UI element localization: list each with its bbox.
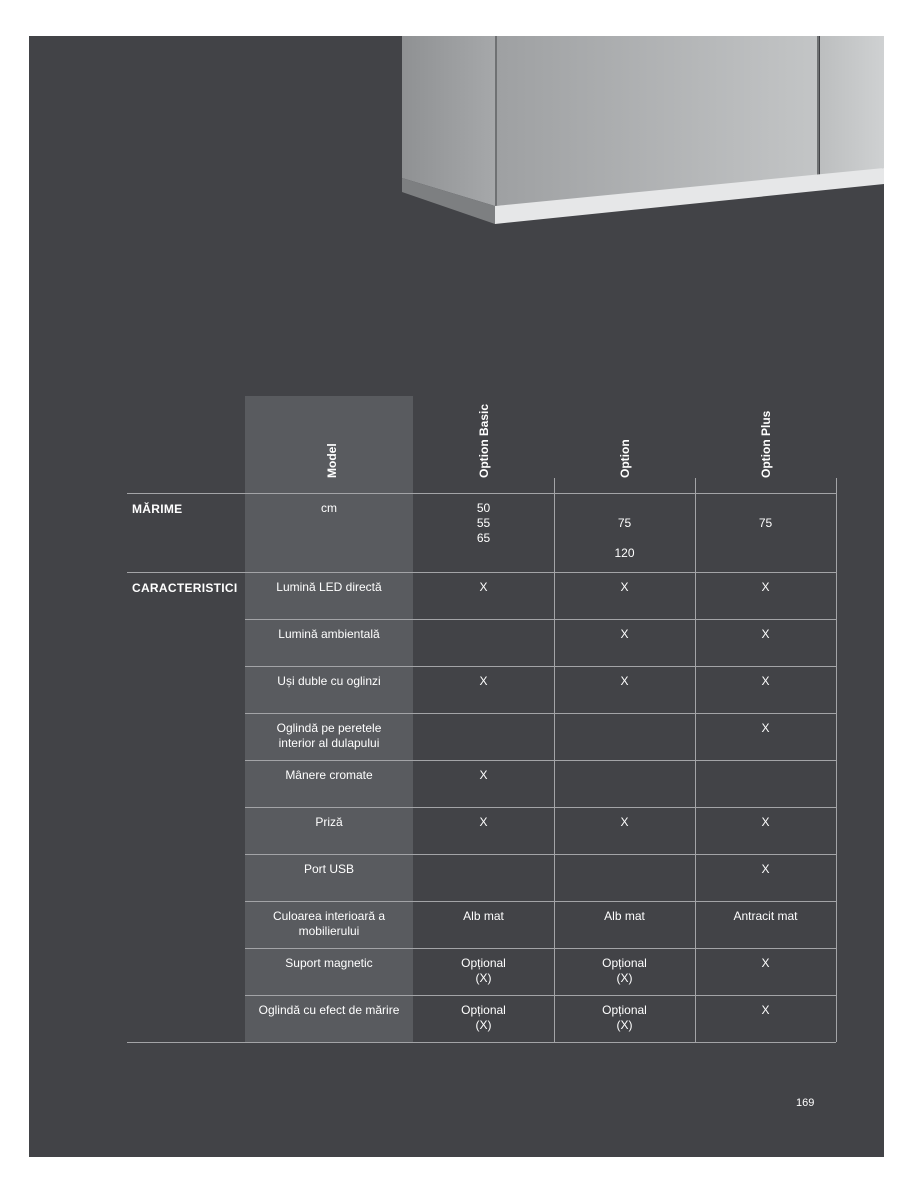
feature-value-plus: X [761, 580, 770, 594]
table-rule [245, 995, 836, 996]
feature-value-plus: X [761, 627, 770, 641]
size-option: 75 120 [614, 516, 635, 560]
table-rule [245, 619, 836, 620]
feature-name: Suport magnetic [285, 956, 373, 970]
size-option-basic: 50 55 65 [476, 501, 491, 545]
feature-value-plus: X [761, 862, 770, 876]
table-rule [245, 854, 836, 855]
feature-value-option: X [620, 627, 629, 641]
feature-value-option: X [620, 580, 629, 594]
feature-value-option: X [620, 674, 629, 688]
catalog-page [29, 36, 884, 1157]
feature-name: Mânere cromate [285, 768, 373, 782]
mirror-cabinet-photo [29, 36, 884, 256]
feature-value-option: Opțional (X) [602, 1003, 647, 1032]
header-option: Option [618, 439, 632, 478]
header-option-basic: Option Basic [477, 403, 491, 478]
feature-value-plus: X [761, 956, 770, 970]
feature-value-plus: X [761, 1003, 770, 1017]
page-number: 169 [796, 1097, 815, 1109]
feature-name: Uși duble cu oglinzi [277, 674, 381, 688]
table-rule [245, 948, 836, 949]
feature-value-basic: X [479, 815, 488, 829]
feature-value-basic: X [479, 674, 488, 688]
feature-name: Culoarea interioară a mobilierului [272, 909, 386, 938]
table-rule [245, 713, 836, 714]
feature-value-basic: X [479, 580, 488, 594]
feature-value-option: Opțional (X) [602, 956, 647, 985]
feature-value-plus: Antracit mat [733, 909, 798, 923]
section-features-label: CARACTERISTICI [132, 581, 238, 595]
feature-name: Oglindă cu efect de mărire [258, 1003, 400, 1017]
column-divider [836, 478, 837, 1042]
size-unit: cm [321, 501, 337, 515]
table-rule [245, 666, 836, 667]
feature-name: Port USB [303, 862, 354, 876]
header-option-plus: Option Plus [759, 410, 773, 478]
feature-value-basic: Opțional (X) [461, 956, 506, 985]
table-rule [245, 760, 836, 761]
section-size-label: MĂRIME [132, 502, 183, 516]
feature-value-basic: Alb mat [463, 909, 504, 923]
feature-value-basic: X [479, 768, 488, 782]
table-rule [127, 572, 836, 573]
feature-name: Oglindă pe peretele interior al dulapului [276, 721, 382, 750]
feature-value-option: X [620, 815, 629, 829]
feature-value-option: Alb mat [604, 909, 645, 923]
feature-value-plus: X [761, 815, 770, 829]
feature-value-basic: Opțional (X) [461, 1003, 506, 1032]
feature-name: Priză [315, 815, 343, 829]
table-rule [245, 807, 836, 808]
feature-name: Lumină ambientală [278, 627, 380, 641]
table-rule [127, 493, 836, 494]
size-option-plus: 75 [758, 516, 773, 530]
feature-value-plus: X [761, 674, 770, 688]
feature-name: Lumină LED directă [276, 580, 382, 594]
feature-value-plus: X [761, 721, 770, 735]
table-rule [127, 1042, 836, 1043]
header-model: Model [325, 443, 339, 478]
table-rule [245, 901, 836, 902]
